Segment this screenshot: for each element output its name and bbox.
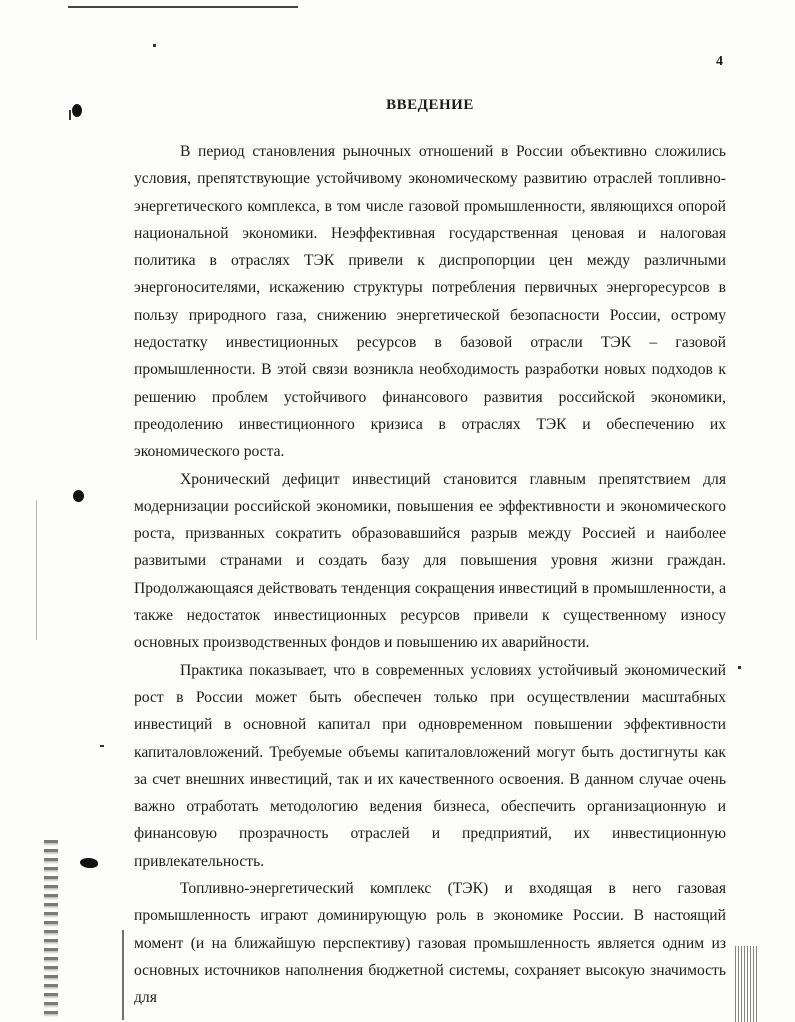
scan-mark [36, 500, 37, 640]
scan-edge-noise [44, 840, 58, 1020]
scan-edge-noise [735, 946, 759, 1022]
paragraph: Практика показывает, что в современных условиях устойчивый экономический рост в России может быть обеспечен только при осуществлении масштабных инвестиций в основной капитал при одновременном повышении эффективности капиталовложений. Требуемые объемы капиталовложений могут быть достигнуты как за счет внешних инвестиций, так и их качественного освоения. В данном случае очень важно отработать методологию ведения бизнеса, обеспечить организационную и финансовую прозрачность отраслей и предприятий, их инвестиционную привлекательность. [134, 661, 726, 870]
scan-mark [122, 930, 124, 1020]
scan-mark [738, 666, 741, 669]
ink-blot [80, 858, 98, 868]
scan-mark [153, 44, 156, 47]
scan-mark [100, 745, 104, 747]
paragraph: Хронический дефицит инвестиций становится главным препятствием для модернизации российской экономики, повышения ее эффективности и экономического роста, призванных сократить образовавшийся разрыв между Россией и наиболее развитыми странами и создать базу для повышения уровня жизни граждан. Продолжающаяся действовать тенденция сокращения инвестиций в промышленности, а также недостаток инвестиционных ресурсов привели к существенному износу основных производственных фондов и повышению их аварийности. [134, 470, 726, 652]
ink-blot [73, 490, 84, 502]
paragraph: В период становления рыночных отношений в России объективно сложились условия, препятствующие устойчивому экономическому развитию отраслей топливно-энергетического комплекса, в том числе газовой промышленности, являющихся опорой национальной экономики. Неэффективная государственная ценовая и налоговая политика в отраслях ТЭК привели к диспропорции цен между различными энергоносителями, искажению структуры потребления первичных энергоресурсов в пользу природного газа, снижению энергетической безопасности России, острому недостатку инвестиционных ресурсов в базовой отрасли ТЭК – газовой промышленности. В этой связи возникла необходимость разработки новых подходов к решению проблем устойчивого финансового развития российской экономики, преодолению инвестиционного кризиса в отраслях ТЭК и обеспечению их экономического роста. [134, 143, 726, 461]
paragraph: Топливно-энергетический комплекс (ТЭК) и входящая в него газовая промышленность играют доминирующую роль в экономике России. В настоящий момент (и на ближайшую перспективу) газовая промышленность является одним из основных источников наполнения бюджетной системы, сохраняет высокую значимость для [134, 880, 726, 1007]
body-text [134, 138, 726, 1012]
scan-top-line [68, 6, 298, 8]
page-number: 4 [716, 54, 723, 69]
section-heading: ВВЕДЕНИЕ [386, 97, 474, 113]
